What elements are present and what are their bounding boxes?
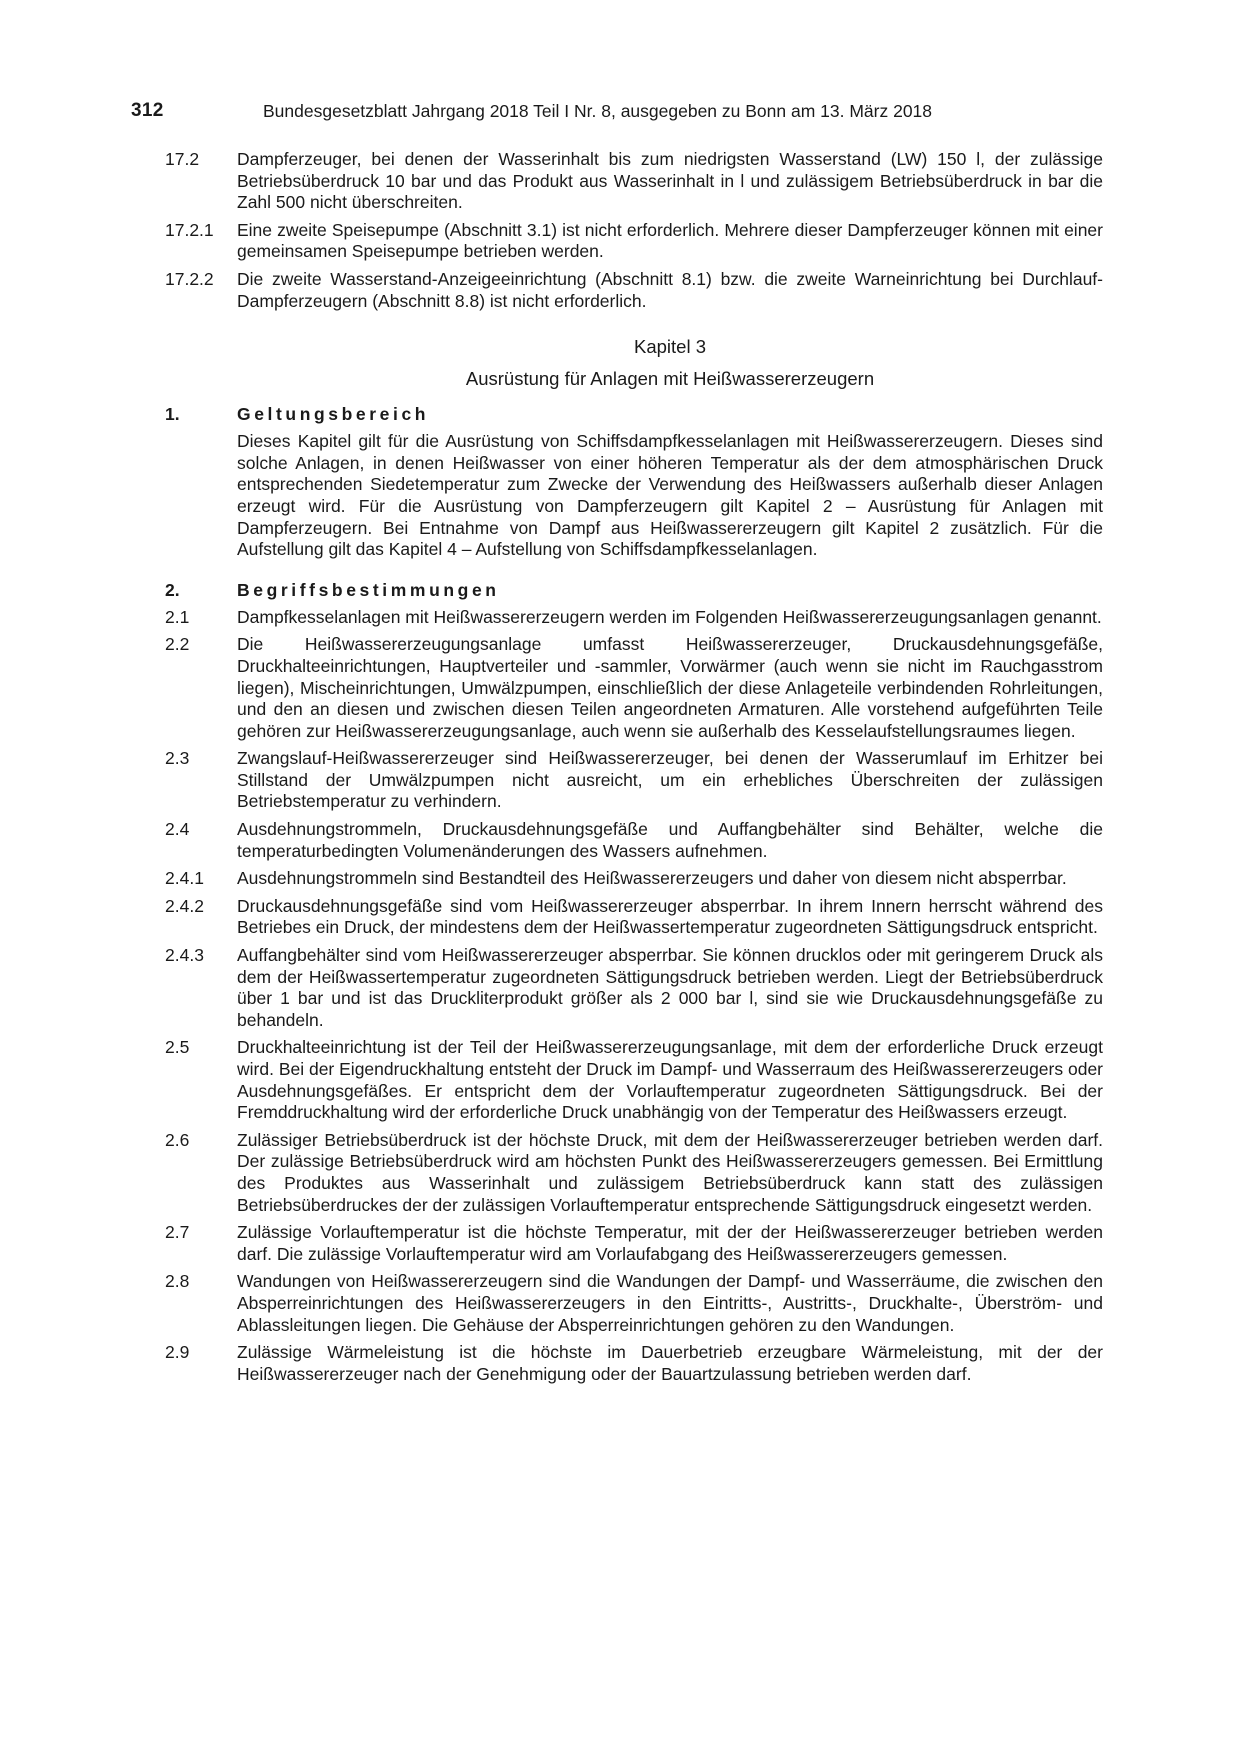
paragraph-17-2 <box>165 149 1103 214</box>
paragraph-number: 2.6 <box>165 1129 190 1150</box>
chapter-title: Kapitel 3 <box>634 336 706 358</box>
paragraph-2-5 <box>165 1037 1103 1123</box>
page-number: 312 <box>131 100 164 121</box>
paragraph-2-4 <box>165 819 1103 862</box>
chapter-subtitle: Ausrüstung für Anlagen mit Heißwassererzeugern <box>465 368 875 390</box>
paragraph-number: 2.3 <box>165 748 190 769</box>
paragraph-text: Ausdehnungstrommeln, Druckausdehnungsgefäße und Auffangbehälter sind Behälter, welche die temperaturbedingten Volumenänderungen des Wassers aufnehmen. <box>237 819 1103 861</box>
paragraph-number: 17.2.2 <box>165 268 214 289</box>
section-1-text: Dieses Kapitel gilt für die Ausrüstung von Schiffsdampfkesselanlagen mit Heißwassererzeugern. Dieses sind solche Anlagen, in denen Heißwasser von einer höheren Temperatur als der dem atmosphärischen Druck entsprechenden Siedetemperatur zum Zwecke der Verwendung des Heißwassers außerhalb dieser Anlagen erzeugt wird. Für die Ausrüstung von Dampferzeugern gilt Kapitel 2 – Ausrüstung für Anlagen mit Dampferzeugern. Bei Entnahme von Dampf aus Heißwassererzeugern gilt Kapitel 2 zusätzlich. Für die Aufstellung gilt das Kapitel 4 – Aufstellung von Schiffsdampfkesselanlagen. <box>237 431 1103 560</box>
paragraph-number: 2.4 <box>165 819 190 840</box>
paragraph-number: 2.5 <box>165 1037 190 1058</box>
paragraph-number: 17.2 <box>165 149 200 169</box>
paragraph-text: Wandungen von Heißwassererzeugern sind die Wandungen der Dampf- und Wasserräume, die zwischen den Absperreinrichtungen des Heißwassererzeugers in den Eintritts-, Austritts-, Druckhalte-, Überström- und Ablassleitungen liegen. Die Gehäuse der Absperreinrichtungen gehören zu den Wandungen. <box>237 1271 1103 1335</box>
paragraph-text: Die zweite Wasserstand-Anzeigeeinrichtung (Abschnitt 8.1) bzw. die zweite Warneinrichtung bei Durchlauf-Dampferzeugern (Abschnitt 8.8) ist nicht erforderlich. <box>237 268 1103 311</box>
paragraph-2-4-2 <box>165 896 1103 939</box>
paragraph-text: Druckausdehnungsgefäße sind vom Heißwassererzeuger absperrbar. In ihrem Innern herrscht während des Betriebes ein Druck, der mindestens dem der Heißwassertemperatur zugeordneten Sättigungsdruck entspricht. <box>237 895 1103 938</box>
running-head: Bundesgesetzblatt Jahrgang 2018 Teil I Nr. 8, ausgegeben zu Bonn am 13. März 2018 <box>263 101 933 121</box>
paragraph-text: Ausdehnungstrommeln sind Bestandteil des Heißwassererzeugers und daher von diesem nicht absperrbar. <box>237 868 1067 889</box>
paragraph-2-4-1 <box>165 868 1103 890</box>
paragraph-text: Zulässige Vorlauftemperatur ist die höchste Temperatur, mit der der Heißwassererzeuger betrieben werden darf. Die zulässige Vorlauftemperatur wird am Vorlaufabgang des Heißwassererzeugers gemessen. <box>237 1222 1103 1264</box>
paragraph-2-9 <box>165 1342 1103 1385</box>
document-body <box>165 149 1103 1391</box>
paragraph-number: 2.2 <box>165 634 190 655</box>
paragraph-text: Eine zweite Speisepumpe (Abschnitt 3.1) ist nicht erforderlich. Mehrere dieser Dampferzeuger können mit einer gemeinsamen Speisepumpe betrieben werden. <box>237 219 1103 262</box>
section-number: 2. <box>165 579 180 600</box>
paragraph-2-6 <box>165 1130 1103 1216</box>
paragraph-text: Zulässiger Betriebsüberdruck ist der höchste Druck, mit dem der Heißwassererzeuger betrieben werden darf. Der zulässige Betriebsüberdruck wird am höchsten Punkt des Heißwassererzeugers gemessen. Bei Ermittlung des Produktes aus Wasserinhalt und zulässigem Betriebsüberdruck kann statt des zulässigen Betriebsüberdruckes der der zulässigen Vorlauftemperatur entsprechende Sättigungsdruck eingesetzt werden. <box>237 1129 1103 1215</box>
paragraph-text: Zwangslauf-Heißwassererzeuger sind Heißwassererzeuger, bei denen der Wasserumlauf im Erhitzer bei Stillstand der Umwälzpumpen nicht ausreicht, um ein erhebliches Überschreiten der zulässigen Betriebstemperatur zu verhindern. <box>237 748 1103 812</box>
paragraph-text: Dampfkesselanlagen mit Heißwassererzeugern werden im Folgenden Heißwassererzeugungsanlagen genannt. <box>237 606 1102 627</box>
paragraph-number: 2.7 <box>165 1222 190 1243</box>
paragraph-number: 17.2.1 <box>165 219 214 240</box>
paragraph-2-4-3 <box>165 945 1103 1031</box>
paragraph-2-2 <box>165 634 1103 742</box>
section-number: 1. <box>165 404 180 425</box>
section-title: Geltungsbereich <box>237 404 430 425</box>
paragraph-text: Zulässige Wärmeleistung ist die höchste im Dauerbetrieb erzeugbare Wärmeleistung, mit der der Heißwassererzeuger nach der Genehmigung oder der Bauartzulassung betrieben werden darf. <box>237 1342 1103 1384</box>
paragraph-text: Auffangbehälter sind vom Heißwassererzeuger absperrbar. Sie können drucklos oder mit geringerem Druck als dem der Heißwassertemperatur zugeordneten Sättigungsdruck betrieben werden. Liegt der Betriebsüberdruck über 1 bar und ist das Druckliterprodukt größer als 2 000 bar l, sind sie wie Druckausdehnungsgefäße zu behandeln. <box>237 945 1103 1030</box>
page-header <box>131 100 1111 126</box>
section-title: Begriffsbestimmungen <box>237 579 500 600</box>
paragraph-number: 2.4.3 <box>165 945 204 966</box>
paragraph-2-3 <box>165 748 1103 813</box>
paragraph-2-1 <box>165 607 1103 629</box>
section-heading-2 <box>165 579 1103 601</box>
paragraph-number: 2.4.1 <box>165 868 204 889</box>
section-heading-1 <box>165 403 1103 425</box>
paragraph-2-7 <box>165 1222 1103 1265</box>
paragraph-17-2-2 <box>165 269 1103 312</box>
paragraph-text: Dampferzeuger, bei denen der Wasserinhalt bis zum niedrigsten Wasserstand (LW) 150 l, der zulässige Betriebsüberdruck 10 bar und das Produkt aus Wasserinhalt in l und zulässigem Betriebsüberdruck in bar die Zahl 500 nicht überschreiten. <box>237 149 1103 213</box>
paragraph-number: 2.4.2 <box>165 895 204 916</box>
paragraph-text: Druckhalteeinrichtung ist der Teil der Heißwassererzeugungsanlage, mit dem der erforderliche Druck erzeugt wird. Bei der Eigendruckhaltung entsteht der Druck im Dampf- und Wasserraum des Heißwassererzeugers oder Ausdehnungsgefäßes. Er entspricht dem der Vorlauftemperatur zugeordneten Sättigungsdruck. Bei der Fremddruckhaltung wird der erforderliche Druck unabhängig von der Temperatur des Heißwassers erzeugt. <box>237 1037 1103 1123</box>
paragraph-number: 2.8 <box>165 1271 190 1292</box>
paragraph-2-8 <box>165 1271 1103 1336</box>
paragraph-text: Die Heißwassererzeugungsanlage umfasst Heißwassererzeuger, Druckausdehnungsgefäße, Druckhalteeinrichtungen, Hauptverteiler und -sammler, Vorwärmer (auch wenn sie nicht im Rauchgasstrom liegen), Mischeinrichtungen, Umwälzpumpen, einschließlich der diese Anlageteile verbindenden Rohrleitungen, und den an diesen und zwischen diesen Teilen angeordneten Armaturen. Alle vorstehend aufgeführten Teile gehören zur Heißwassererzeugungsanlage, auch wenn sie außerhalb des Kesselaufstellungsraumes liegen. <box>237 634 1103 741</box>
paragraph-number: 2.9 <box>165 1342 190 1363</box>
paragraph-17-2-1 <box>165 220 1103 263</box>
paragraph-number: 2.1 <box>165 606 190 627</box>
